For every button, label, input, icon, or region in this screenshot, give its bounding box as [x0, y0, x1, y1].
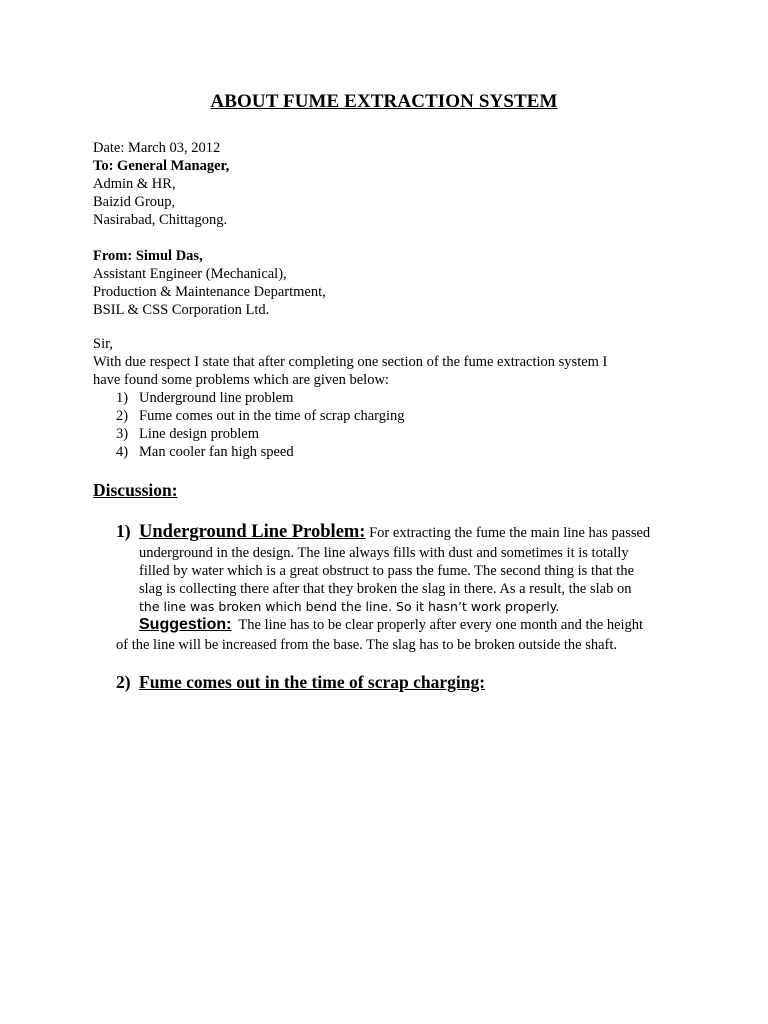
- body-line: slag is collecting there after that they broken the slag in there. As a result, the slab on: [139, 581, 632, 597]
- list-text: Fume comes out in the time of scrap charging: [139, 408, 405, 424]
- intro-line: With due respect I state that after completing one section of the fume extraction system I: [93, 354, 608, 370]
- to-line: Admin & HR,: [93, 176, 176, 192]
- section-first-text: For extracting the fume the main line has passed: [365, 525, 651, 541]
- document-title: ABOUT FUME EXTRACTION SYSTEM: [210, 91, 558, 112]
- discussion-heading: Discussion:: [93, 480, 178, 500]
- body-line: underground in the design. The line always fills with dust and sometimes it is totally: [139, 545, 629, 561]
- suggestion-row: [139, 616, 686, 636]
- section-heading: Fume comes out in the time of scrap charging:: [139, 672, 486, 692]
- list-text: Man cooler fan high speed: [139, 444, 294, 460]
- section-number: 2): [116, 672, 131, 692]
- intro-block: [93, 335, 607, 389]
- from-line: BSIL & CSS Corporation Ltd.: [93, 302, 270, 318]
- list-item: [116, 425, 405, 443]
- list-number: 3): [116, 426, 129, 442]
- body-line-sans: the line was broken which bend the line. So it hasn’t work properly.: [139, 599, 560, 614]
- header-block: [93, 139, 229, 229]
- salutation: Sir,: [93, 336, 113, 352]
- list-text: Line design problem: [139, 426, 260, 442]
- list-item: [116, 389, 405, 407]
- problem-list: [116, 389, 405, 461]
- to-heading: To: General Manager,: [93, 158, 230, 174]
- list-number: 2): [116, 408, 129, 424]
- body-line: filled by water which is a great obstruct to pass the fume. The second thing is that the: [139, 563, 635, 579]
- suggestion-text: The line has to be clear properly after every one month and the height: [231, 617, 644, 633]
- to-line: Baizid Group,: [93, 194, 176, 210]
- list-number: 1): [116, 390, 129, 406]
- from-line: Production & Maintenance Department,: [93, 284, 326, 300]
- section-heading: Underground Line Problem:: [139, 522, 366, 542]
- suggestion-heading: Suggestion:: [139, 616, 232, 633]
- date-line: Date: March 03, 2012: [93, 140, 221, 156]
- suggestion-line: of the line will be increased from the base. The slag has to be broken outside the shaft.: [116, 637, 618, 653]
- list-item: [116, 443, 405, 461]
- list-text: Underground line problem: [139, 390, 294, 406]
- section-head-row: [116, 522, 686, 544]
- from-block: [93, 247, 326, 319]
- section-fume-scrap-charging: [116, 673, 485, 693]
- list-number: 4): [116, 444, 129, 460]
- intro-line: have found some problems which are given below:: [93, 372, 389, 388]
- section-number: 1): [116, 521, 131, 541]
- section-body: [139, 544, 686, 636]
- to-line: Nasirabad, Chittagong.: [93, 212, 228, 228]
- list-item: [116, 407, 405, 425]
- from-heading: From: Simul Das,: [93, 248, 203, 264]
- from-line: Assistant Engineer (Mechanical),: [93, 266, 287, 282]
- section-underground-line: [116, 522, 686, 654]
